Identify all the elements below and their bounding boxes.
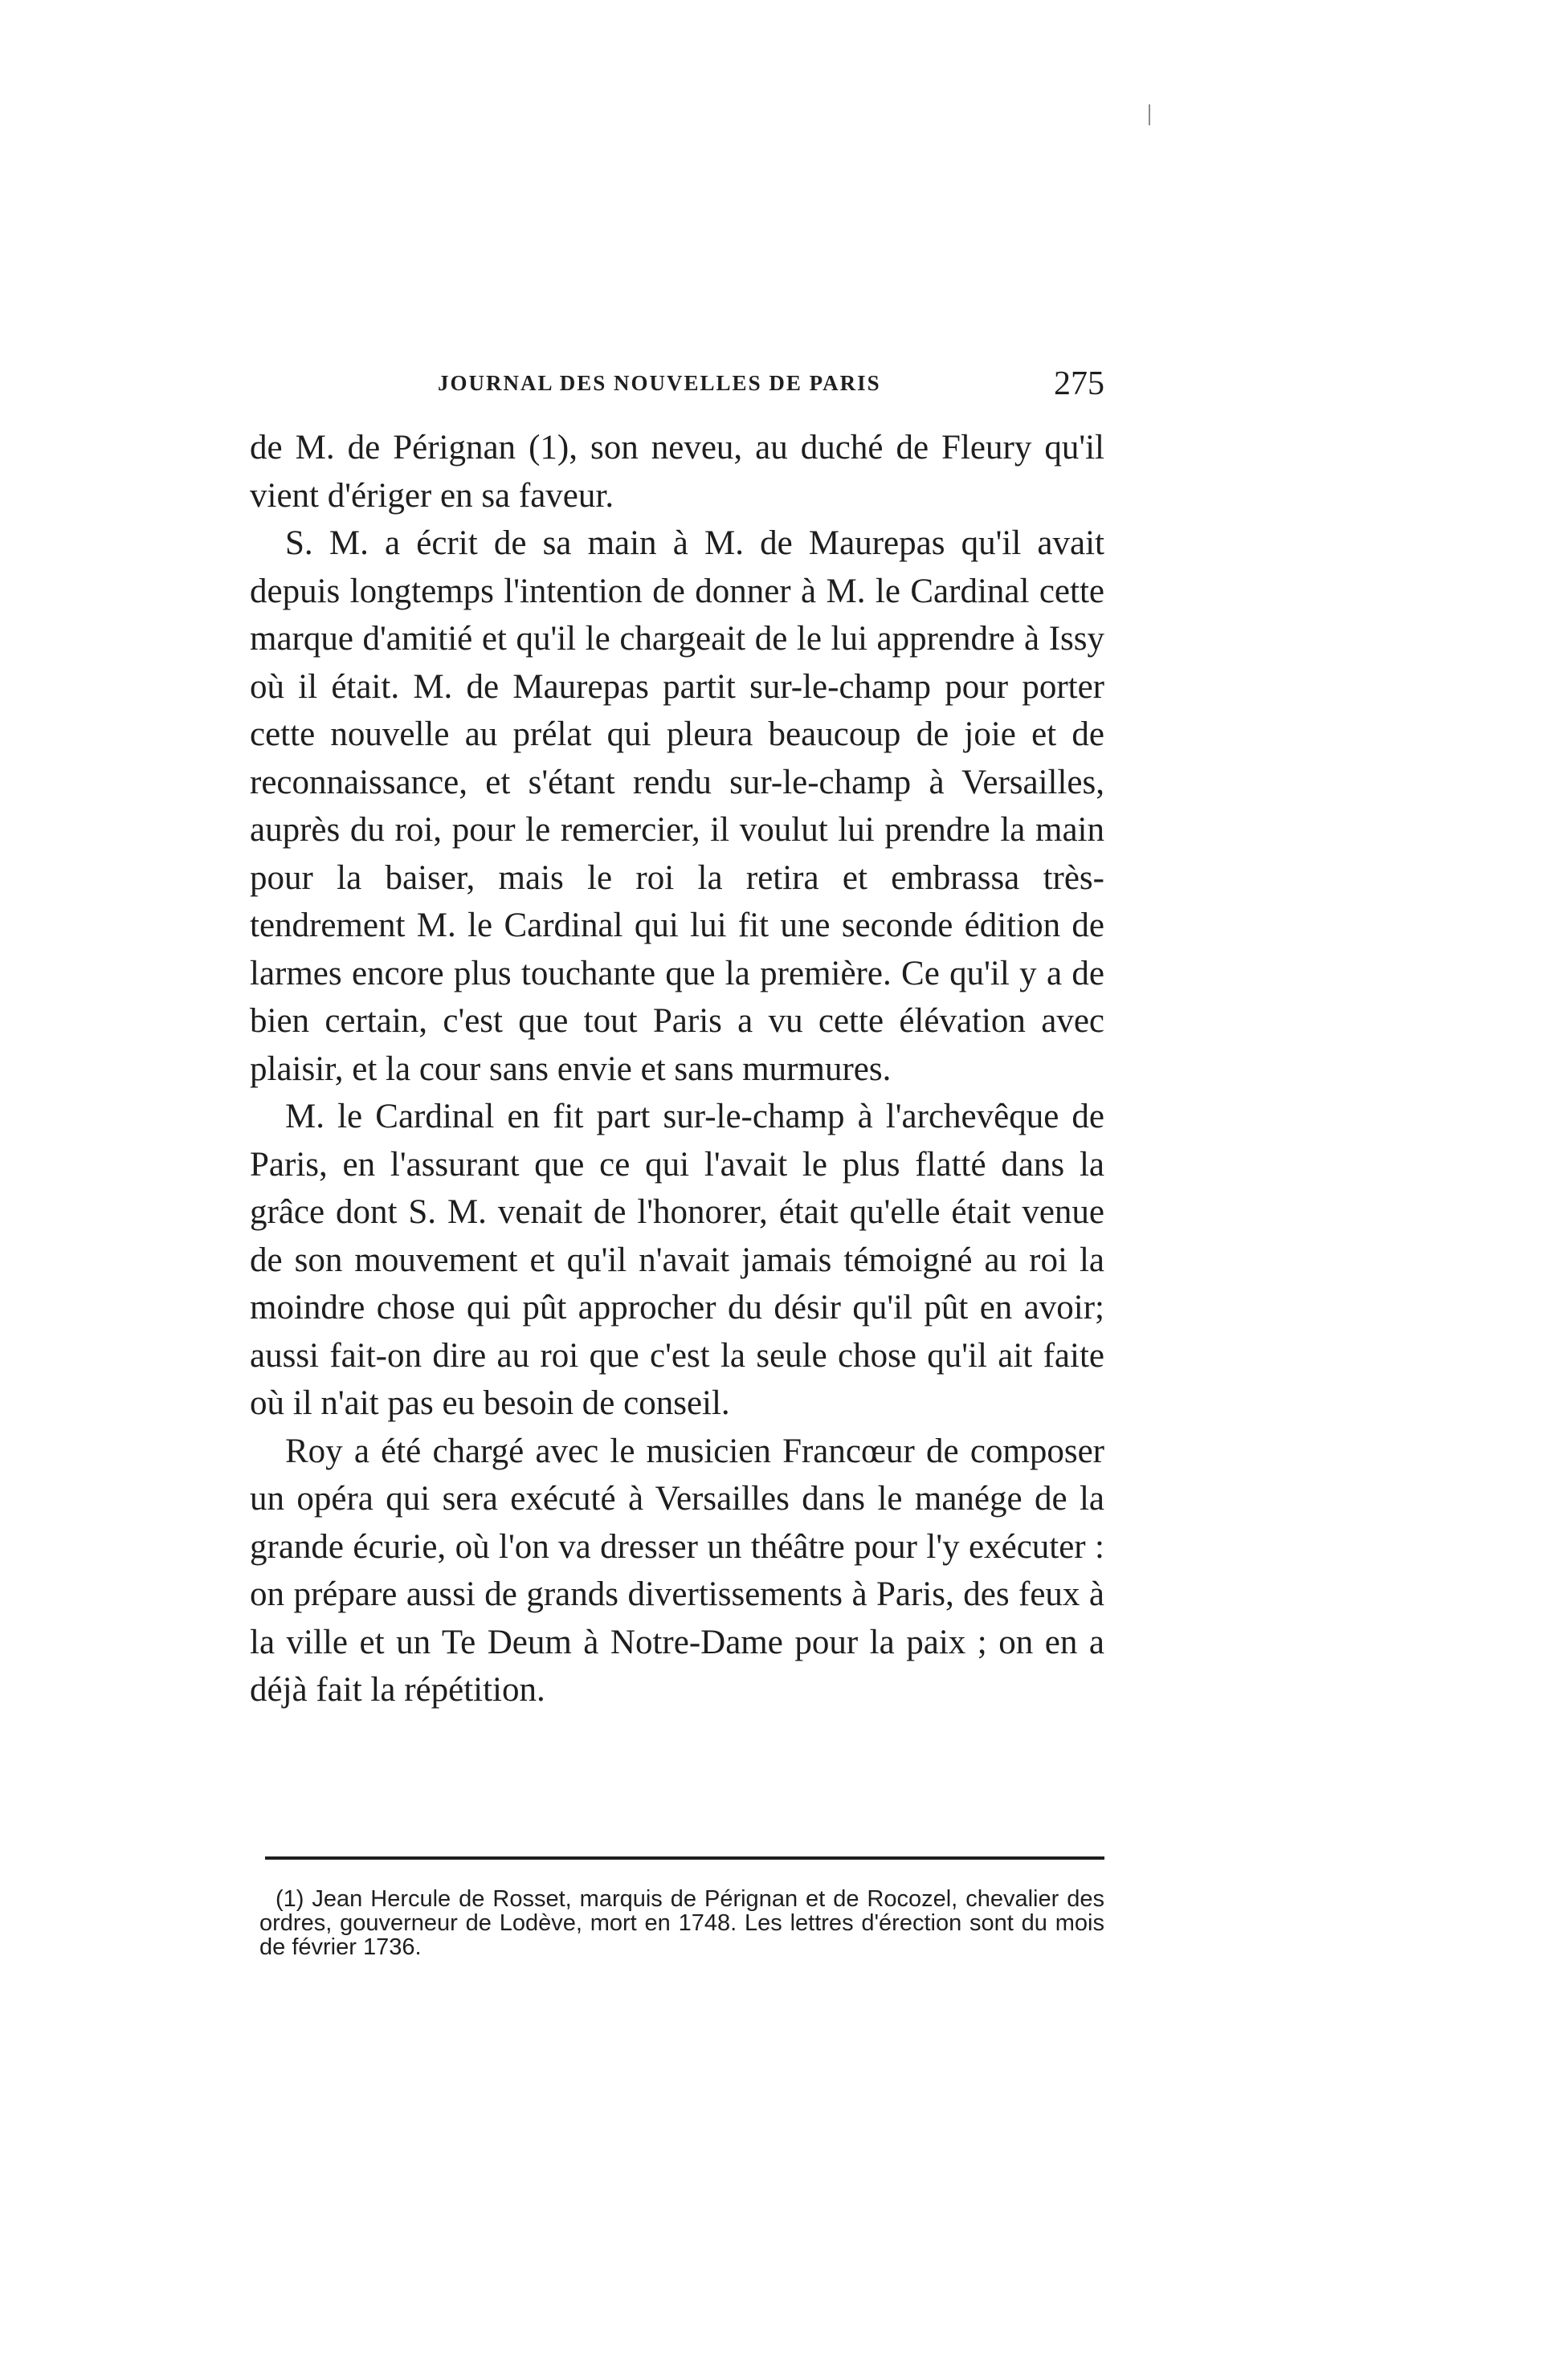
running-title: JOURNAL DES NOUVELLES DE PARIS xyxy=(438,371,881,395)
paragraph: S. M. a écrit de sa main à M. de Maurepas qu'il avait depuis longtemps l'intention de donner à M. le Cardinal cette marque d'amitié et qu'il le chargeait de le lui apprendre à Issy où il était. M. de Maurepas partit sur-le-champ pour porter cette nouvelle au prélat qui pleura beaucoup de joie et de reconnaissance, et s'étant rendu sur-le-champ à Versailles, auprès du roi, pour le remercier, il voulut lui prendre la main pour la baiser, mais le roi la retira et embrassa très-tendrement M. le Cardinal qui lui fit une seconde édition de larmes encore plus touchante que la première. Ce qu'il y a de bien certain, c'est que tout Paris a vu cette élévation avec plaisir, et la cour sans envie et sans murmures. xyxy=(250,524,1104,1088)
stray-ink-mark xyxy=(1149,104,1150,125)
footnote-divider xyxy=(265,1856,1104,1860)
footnote: (1) Jean Hercule de Rosset, marquis de Pérignan et de Rocozel, chevalier des ordres, gouverneur de Lodève, mort en 1748. Les lettres d'érection sont du mois de février 1736. xyxy=(259,1886,1104,1960)
page-number: 275 xyxy=(1054,365,1104,402)
running-head xyxy=(245,365,1104,413)
paragraph: M. le Cardinal en fit part sur-le-champ à l'archevêque de Paris, en l'assurant que ce qui l'avait le plus flatté dans la grâce dont S. M. venait de l'honorer, était qu'elle était venue de son mouvement et qu'il n'avait jamais témoigné au roi la moindre chose qui pût approcher du désir qu'il pût en avoir; aussi fait-on dire au roi que c'est la seule chose qu'il ait faite où il n'ait pas eu besoin de conseil. xyxy=(250,1098,1104,1422)
paragraph: de M. de Pérignan (1), son neveu, au duché de Fleury qu'il vient d'ériger en sa faveur. xyxy=(250,429,1104,515)
body-text xyxy=(250,424,1104,1714)
paragraph: Roy a été chargé avec le musicien Francœur de composer un opéra qui sera exécuté à Versailles dans le manége de la grande écurie, où l'on va dresser un théâtre pour l'y exécuter : on prépare aussi de grands divertissements à Paris, des feux à la ville et un Te Deum à Notre-Dame pour la paix ; on en a déjà fait la répétition. xyxy=(250,1432,1104,1709)
footnotes xyxy=(259,1887,1104,1959)
